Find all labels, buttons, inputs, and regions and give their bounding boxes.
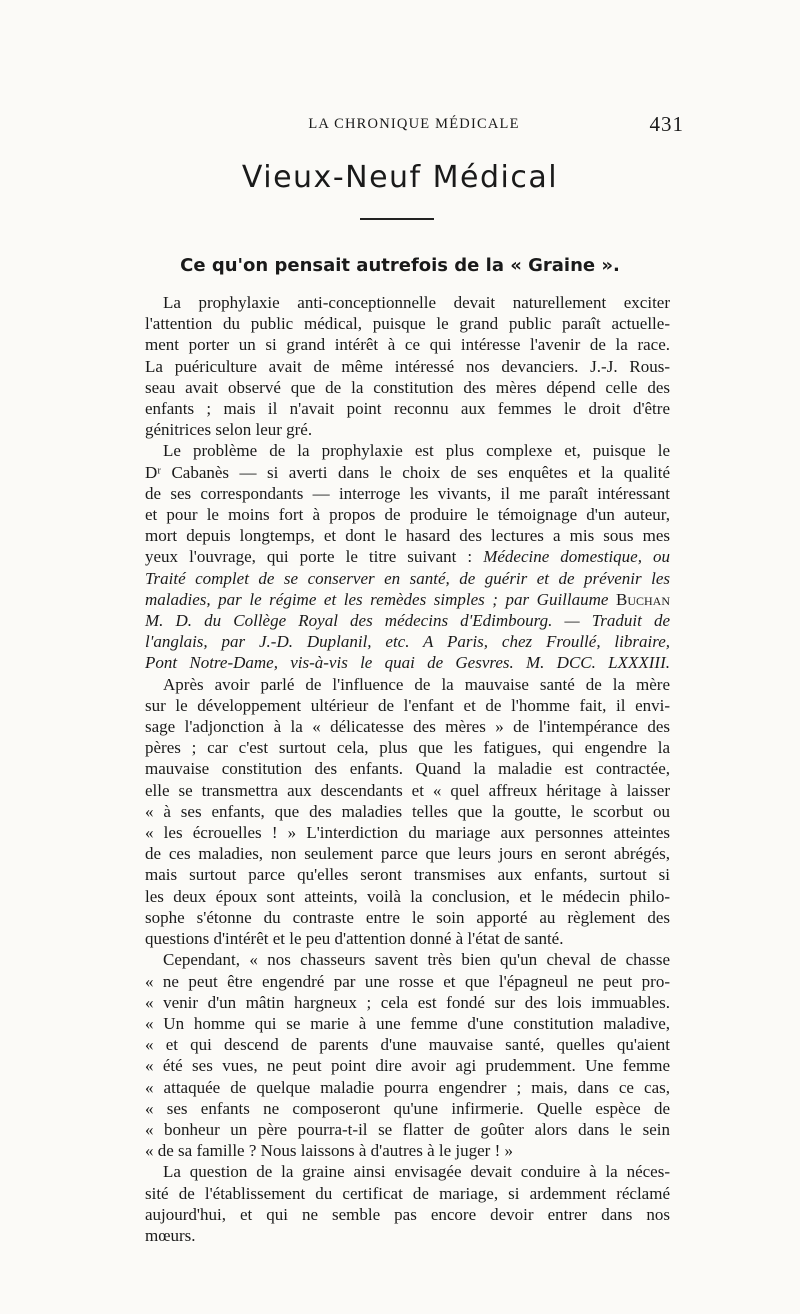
text-line: aujourd'hui, et qui ne semble pas encore devoir entrer dans nos <box>145 1204 670 1224</box>
paragraph-1 <box>145 292 670 440</box>
book-title-fragment: Pont Notre-Dame, vis-à-vis le quai de Gesvres. M. DCC. LXXXIII. <box>145 653 670 673</box>
text-line: les deux époux sont atteints, voilà la conclusion, et le médecin philo- <box>145 886 670 906</box>
text-line: elle se transmettra aux descendants et « quel affreux héritage à laisser <box>145 780 670 800</box>
text-line: « les écrouelles ! » L'interdiction du mariage aux personnes atteintes <box>145 823 670 843</box>
text-line: sur le développement ultérieur de l'enfant et de l'homme fait, il envi- <box>145 695 670 715</box>
text-line: Le problème de la prophylaxie est plus complexe et, puisque le <box>163 441 670 461</box>
paragraph-5 <box>145 1161 670 1246</box>
book-title-fragment: Médecine domestique, ou <box>483 547 671 567</box>
book-title-fragment: maladies, par le régime et les remèdes simples ; par Guillaume <box>145 589 609 609</box>
text-line: de ces maladies, non seulement parce que leurs jours en seront abrégés, <box>145 844 670 864</box>
article-title: Vieux-Neuf Médical <box>241 160 559 195</box>
text-line: « ses enfants ne composeront qu'une infirmerie. Quelle espèce de <box>145 1098 670 1118</box>
book-title-fragment: Traité complet de se conserver en santé, de guérir et de prévenir les <box>145 568 670 588</box>
title-divider <box>360 218 434 220</box>
page-header <box>144 112 684 138</box>
text-line: pères ; car c'est surtout cela, plus que les fatigues, qui engendre la <box>145 738 670 758</box>
text-line: La puériculture avait de même intéressé nos devanciers. J.-J. Rous- <box>145 356 670 376</box>
text-line: La prophylaxie anti-conceptionnelle devait naturellement exciter <box>163 293 670 312</box>
paragraph-2 <box>145 440 670 673</box>
text-line: « à ses enfants, que des maladies telles que la goutte, le scorbut ou <box>145 801 670 821</box>
book-title-fragment: l'anglais, par J.-D. Duplanil, etc. A Paris, chez Froullé, libraire, <box>145 632 670 652</box>
text-line <box>145 610 670 631</box>
text-line: et pour le moins fort à propos de produire le témoignage d'un auteur, <box>145 505 670 525</box>
text-line <box>145 546 670 567</box>
text-line <box>145 631 670 652</box>
text-line: Cependant, « nos chasseurs savent très bien qu'un cheval de chasse <box>163 950 670 970</box>
text-line: mauvaise constitution des enfants. Quand la maladie est contractée, <box>145 759 670 779</box>
text-line: « venir d'un mâtin hargneux ; cela est fondé sur des lois immuables. <box>145 992 670 1012</box>
text-line: « et qui descend de parents d'une mauvaise santé, quelles qu'aient <box>145 1035 670 1055</box>
text-line: questions d'intérêt et le peu d'attention donné à l'état de santé. <box>145 929 564 949</box>
text-line: Dʳ Cabanès — si averti dans le choix de ses enquêtes et la qualité <box>145 462 670 482</box>
text-line: seau avait observé que de la constitution des mères dépend celle des <box>145 377 670 397</box>
paragraph-3 <box>145 674 670 950</box>
text-line: l'attention du public médical, puisque le grand public paraît actuelle- <box>145 314 670 334</box>
text-line: « ne peut être engendré par une rosse et que l'épagneul ne peut pro- <box>145 971 670 991</box>
text-line: « de sa famille ? Nous laissons à d'autres à le juger ! » <box>145 1141 513 1161</box>
text-line: mort depuis longtemps, et dont le hasard des lectures a mis sous mes <box>145 526 670 546</box>
text-line: « Un homme qui se marie à une femme d'une constitution maladive, <box>145 1013 670 1033</box>
text-line: « été ses vues, ne peut point dire avoir agi prudemment. Une femme <box>145 1056 670 1076</box>
text-line: sité de l'établissement du certificat de mariage, si ardemment réclamé <box>145 1183 670 1203</box>
running-head: LA CHRONIQUE MÉDICALE <box>308 116 520 132</box>
text-line: mœurs. <box>145 1225 196 1245</box>
text-line: « attaquée de quelque maladie pourra engendrer ; mais, dans ce cas, <box>145 1077 670 1097</box>
paragraph-4 <box>145 949 670 1161</box>
book-title-fragment: M. D. du Collège Royal des médecins d'Edimbourg. — Traduit de <box>145 611 670 631</box>
article-body <box>145 292 670 1246</box>
text-line: ment porter un si grand intérêt à ce qui intéresse l'avenir de la race. <box>145 335 670 355</box>
text-line: « bonheur un père pourra-t-il se flatter de goûter alors dans le sein <box>145 1119 670 1139</box>
text-line: Après avoir parlé de l'influence de la mauvaise santé de la mère <box>163 674 670 694</box>
text-line: mais surtout parce qu'elles seront transmises aux enfants, surtout si <box>145 865 670 885</box>
text-line: sage l'adjonction à la « délicatesse des mères » de l'intempérance des <box>145 717 670 737</box>
text-line <box>145 652 670 673</box>
text-line <box>145 589 670 610</box>
text-line: La question de la graine ainsi envisagée devait conduire à la néces- <box>163 1162 670 1182</box>
text-line: enfants ; mais il n'avait point reconnu aux femmes le droit d'être <box>145 399 670 419</box>
text-line: de ses correspondants — interroge les vivants, il me paraît intéressant <box>145 483 670 503</box>
text-line: génitrices selon leur gré. <box>145 420 313 440</box>
text-line <box>145 568 670 589</box>
text-fragment: yeux l'ouvrage, qui porte le titre suivant : <box>145 547 473 567</box>
text-line: sophe s'étonne du contraste entre le soin apporté au règlement des <box>145 907 670 927</box>
article-subtitle: Ce qu'on pensait autrefois de la « Graine ». <box>180 255 620 276</box>
page-number: 431 <box>649 112 684 136</box>
author-name: Buchan <box>616 589 671 609</box>
